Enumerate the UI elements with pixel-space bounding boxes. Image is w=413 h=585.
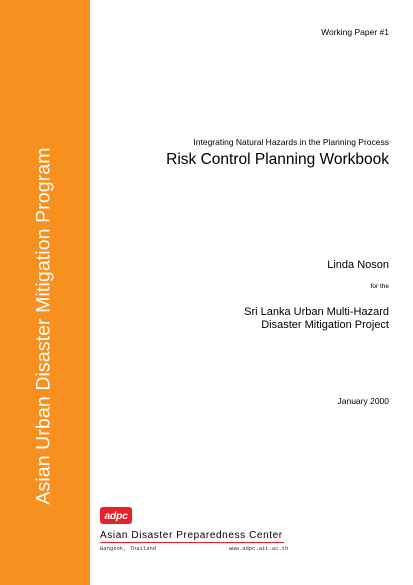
adpc-logo <box>100 507 132 524</box>
publication-date: January 2000 <box>337 396 389 406</box>
working-paper-label: Working Paper #1 <box>321 27 389 37</box>
author-name: Linda Noson <box>327 259 389 271</box>
organization-city: Bangkok, Thailand <box>100 545 157 552</box>
organization-name: Asian Disaster Preparedness Center <box>100 530 283 541</box>
project-line-2: Disaster Mitigation Project <box>261 319 389 331</box>
orange-side-band <box>0 0 90 585</box>
document-subtitle: Integrating Natural Hazards in the Planning Process <box>193 137 389 147</box>
program-title: Asian Urban Disaster Mitigation Program <box>32 147 55 505</box>
project-line-1: Sri Lanka Urban Multi-Hazard <box>244 306 389 318</box>
for-label: for the <box>370 283 389 290</box>
project-name <box>244 306 389 332</box>
document-title: Risk Control Planning Workbook <box>166 151 389 168</box>
organization-website: www.adpc.ait.ac.th <box>229 545 289 552</box>
divider-line <box>100 542 284 543</box>
logo-text: adpc <box>104 509 128 522</box>
